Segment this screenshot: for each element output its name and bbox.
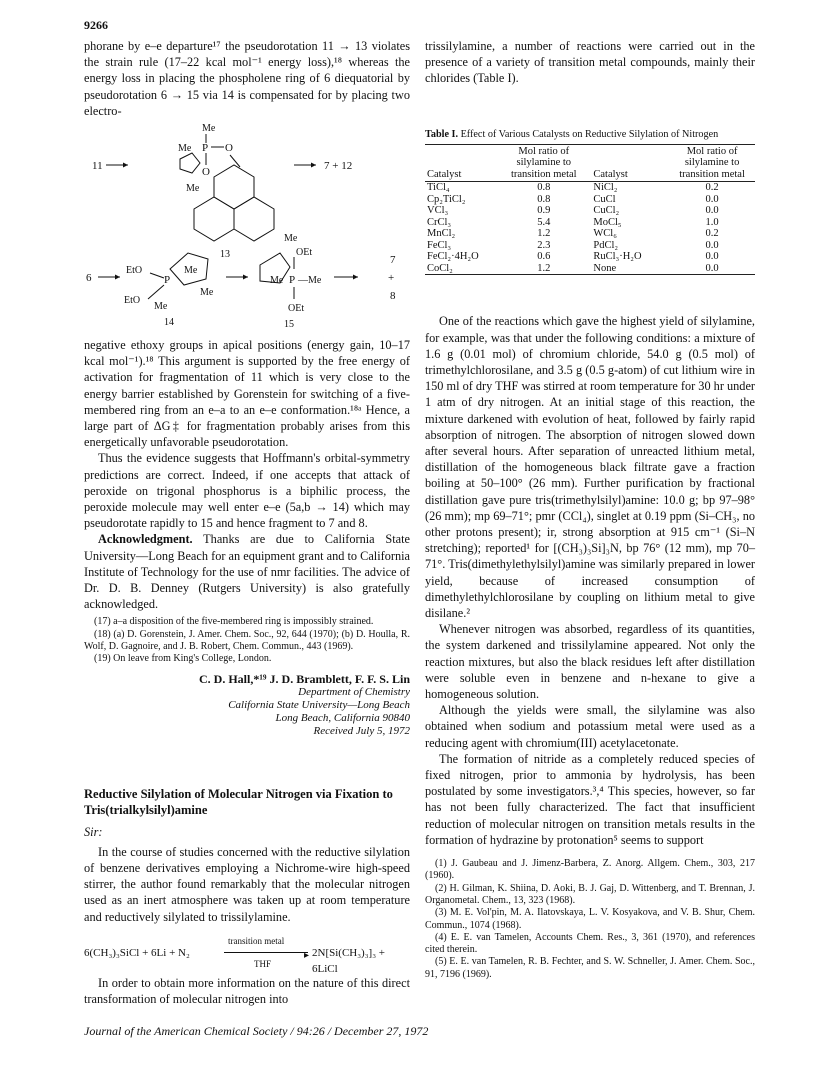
references [425,858,755,981]
scheme2-me-c: Me [154,301,168,313]
body-paragraph: One of the reactions which gave the highest yield of silylamine, for example, was that under the following conditions: a mixture of 1.6 g (0.01 mol) of chromium chloride, 54.0 g (0.5 mol) of trimethylchlorosilane, and 3.5 g (0.5 g-atom) of cut lithium wire in 150 ml of dry THF was stirred at room temperature for 30 hr under 1 atm of dry nitrogen. At an initial stage of this reaction, the mixture darkened with evolution of heat, followed by fairly rapid absorption of nitrogen. The absorption of nitrogen slowed down after several hours. After separation of unreacted lithium metal, distillation of the homogeneous black filtrate gave a fraction boiling at 50–100° (26 mm). Further purification by fractional distillation gave pure tris(trimethylsilyl)amine: 10.0 g; bp 97–98° (26 mm); mp 69–71°; pmr (CCl₄), singlet at 0.19 ppm (Si–CH₃, no other protons present); ir, strong absorption at 915 cm⁻¹ (Si–N stretching); reported¹ for [(CH₃)₃Si]₃N, bp 76° (12 mm), mp 70–71°. Tris(dimethylethylsilyl)amine was similarly prepared in lower yield, because of increased consumption of dimethylethylchlorosilane by coupling on lithium metal to give disilane.² [425,314,755,620]
table-cell: 0.6 [537,251,551,263]
scheme2-oet-top: OEt [296,247,313,259]
equation-rhs: 2N[Si(CH₃)₃]₃ + 6LiCl [312,946,386,976]
table-cell: MnCl₂ [427,228,456,240]
table-header: Mol ratio of silylamine to transition metal [679,145,745,180]
scheme2-me-inner: Me [270,275,284,287]
table-cell: 0.2 [705,182,719,194]
reference: (1) J. Gaubeau and J. Jimenz-Barbera, Z. Anorg. Allgem. Chem., 303, 217 (1960). [425,858,755,882]
affiliation-line: Department of Chemistry [298,685,410,698]
reaction-equation [84,933,410,976]
table-caption-text: Effect of Various Catalysts on Reductive Silylation of Nitrogen [458,128,719,140]
reaction-scheme [84,123,410,331]
table-row [425,194,755,206]
scheme1-label: 13 [220,249,230,261]
equation-arrow [224,952,308,953]
equation-condition-over: transition metal [228,935,285,946]
scheme2-label-15: 15 [284,319,294,331]
catalyst-table [425,144,755,276]
scheme2-p: P [164,274,171,287]
scheme1-products: 7 + 12 [324,160,353,173]
scheme1-me-bottom: Me [186,183,200,195]
table-cell: 0.8 [537,182,551,194]
table-header: Catalyst [593,168,628,180]
scheme2-p2: P [289,274,296,287]
page-number: 9266 [84,18,108,32]
footnote: (17) a–a disposition of the five-membered ring is impossibly strained. [94,616,374,628]
body-paragraph: Whenever nitrogen was absorbed, regardless of its quantities, the system darkened and trissilylamine appeared. Not only the reaction mixtures, but also the black residues left after distillation were soluble even in benzene and n-hexane to give a homogeneous solution. [425,622,755,701]
table-cell: 0.0 [705,205,719,217]
author-names: C. D. Hall,*¹⁹ J. D. Bramblett, F. F. S. Lin [199,671,410,686]
scheme2-eto2: EtO [124,295,141,307]
scheme2-me-a: Me [184,265,198,277]
table-row [425,205,755,217]
journal-footer: Journal of the American Chemical Society / 94:26 / December 27, 1972 [84,1024,429,1038]
body-paragraph: Although the yields were small, the silylamine was also obtained when sodium and potassium metal were used as a reducing agent with chromium(III) acetylacetonate. [425,703,755,750]
scheme1-p: P [202,142,209,155]
table-cell: VCl₃ [427,205,449,217]
scheme2-plus: + [388,272,395,285]
scheme2-oet-bottom: OEt [288,303,305,315]
acknowledgment-text: Thanks are due to California State University—Long Beach for an equipment grant and to California Institute of Technology for the use of nmr facilities. The advice of Dr. D. B. Denney (Rutgers University) is also gratefully acknowledged. [84,532,410,612]
footnotes [84,616,410,665]
scheme2-product-8: 8 [390,290,396,303]
table-cell: 0.2 [705,228,719,240]
table-cell: FeCl₃ [427,239,452,251]
body-paragraph: In the course of studies concerned with the reductive silylation of benzene derivatives employing a Nichrome-wire high-speed stirrer, the author found remarkably that the molecular nitrogen used as an inert atmosphere was taken up at room temperature and reductively silylated to trissilylamine. [84,844,410,924]
table-cell: 1.2 [537,262,551,274]
scheme2-product-7: 7 [390,254,396,267]
table-header: Catalyst [427,168,462,180]
reaction-scheme-drawing [84,123,410,331]
left-column [84,38,410,1007]
equation-lhs: 6(CH₃)₃SiCl + 6Li + N₂ [84,946,190,959]
table-cell: 2.3 [537,239,551,251]
body-paragraph: Thus the evidence suggests that Hoffmann's orbital-symmetry predictions are correct. Indeed, if one accepts that attack of peroxide on trigonal phosphorus is a biphilic process, the peroxide molecule may well enter e–e (5a,b → 14) which may pseudorotate rapidly to 15 and hence fragment to 7 and 8. [84,451,410,531]
table-caption [425,129,755,141]
table-cell: CuCl₂ [593,205,620,217]
table-cell: 0.0 [705,251,719,263]
scheme2-me-right: —Me [298,275,322,287]
right-column [425,38,755,981]
scheme2-me-top: Me [284,233,298,245]
table-cell: 1.2 [537,228,551,240]
table-cell: 0.8 [537,193,551,205]
table-row [425,251,755,263]
table-row [425,217,755,229]
table-cell: WCl₆ [593,228,617,240]
affiliation-line: California State University—Long Beach [228,698,410,711]
scheme2-eto1: EtO [126,265,143,277]
acknowledgment-heading: Acknowledgment. [98,532,193,547]
scheme2-label-14: 14 [164,317,174,329]
acknowledgment [84,531,410,612]
table-header: Mol ratio of silylamine to transition metal [510,145,577,180]
table-cell: 1.0 [705,216,719,228]
body-paragraph: phorane by e–e departure¹⁷ the pseudorotation 11 → 13 violates the strain rule (17–22 kcal mol⁻¹ energy loss),¹⁸ whereas the energy loss in placing the phospholene ring of 6 diequatorial by pseudorotation 6 → 15 via 14 is compensated for by placing two electro- [84,39,410,118]
scheme1-reactant: 11 [92,160,103,173]
reference: (3) M. E. Vol'pin, M. A. Ilatovskaya, L. V. Kosyakova, and V. B. Shur, Chem. Commun., 1074 (1968). [425,907,755,931]
received-date: Received July 5, 1972 [313,724,410,737]
affiliation-line: Long Beach, California 90840 [275,711,410,724]
table-cell: FeCl₂·4H₂O [427,251,479,263]
table-cell: RuCl₃·H₂O [593,251,642,263]
table-cell: MoCl₅ [593,216,622,228]
body-paragraph: negative ethoxy groups in apical positions (energy gain, 10–17 kcal mol⁻¹).¹⁸ This argument is supported by the free energy of activation for fragmentation of 11 which is very close to the energy barrier established by Gorenstein for switching of a five-membered ring from an e–a to an e–e conformation.¹⁸ᵃ Hence, a large part of ΔG‡ for fragmentation probably arises from this energetically unfavorable pseudorotation. [84,338,410,450]
scheme1-me-p: Me [178,143,192,155]
scheme2-reactant: 6 [86,272,92,285]
table-caption-label: Table I. [425,128,459,140]
table-row [425,182,755,194]
reference: (5) E. E. van Tamelen, R. B. Fechter, and S. W. Schneller, J. Amer. Chem. Soc., 91, 7196 (1969). [425,956,755,980]
footnote: (18) (a) D. Gorenstein, J. Amer. Chem. Soc., 92, 644 (1970); (b) D. Houlla, R. Wolf, D. Gagnoire, and J. B. Robert, Chem. Commun., 443 (1969). [84,628,410,653]
table-cell: 0.0 [705,262,719,274]
equation-arrowhead: ▸ [304,949,310,961]
reference: (2) H. Gilman, K. Shiina, D. Aoki, B. J. Gaj, D. Wittenberg, and T. Brennan, J. Organometal. Chem., 13, 323 (1968). [425,882,755,906]
salutation: Sir: [84,824,103,839]
table-cell: Cp₂TiCl₂ [427,193,466,205]
table-cell: CrCl₃ [427,216,452,228]
table-cell: CuCl [593,193,616,205]
table-row [425,240,755,252]
table-cell: 0.0 [705,239,719,251]
table-cell: None [593,262,617,274]
table-cell: 5.4 [537,216,551,228]
table-cell: 0.9 [537,205,551,217]
table-cell: TiCl₄ [427,182,450,194]
scheme2-me-b: Me [200,287,214,299]
table-cell: PdCl₂ [593,239,619,251]
table-header-row [425,144,755,182]
table-row [425,263,755,275]
scheme1-o2: O [202,166,210,179]
table-cell: CoCl₂ [427,262,453,274]
table-row [425,228,755,240]
reference: (4) E. E. van Tamelen, Accounts Chem. Res., 3, 361 (1970), and references cited therein. [425,931,755,956]
author-block [84,672,410,738]
body-paragraph: The formation of nitride as a completely reduced species of fixed nitrogen, prior to ammonia by hydrolysis, has been postulated by some investigators.³,⁴ This species, however, so far has not been fully characterized. The fact that insufficient reduction of molecular nitrogen on transition metals results in the formation of hydrazine by protonation⁵ seems to support [425,751,755,847]
table-cell: 0.0 [705,193,719,205]
body-paragraph: trissilylamine, a number of reactions were carried out in the presence of a variety of transition metal compounds, mainly their chlorides (Table I). [425,39,755,86]
equation-condition-under: THF [254,958,272,969]
scheme1-o1: O [225,142,233,155]
scheme1-me-top: Me [202,123,216,135]
article-title: Reductive Silylation of Molecular Nitrogen via Fixation to Tris(trialkylsilyl)amine [84,786,393,817]
table-cell: NiCl₂ [593,182,618,194]
footnote: (19) On leave from King's College, London. [94,653,272,665]
body-paragraph: In order to obtain more information on the nature of this direct transformation of molecular nitrogen into [84,975,410,1007]
